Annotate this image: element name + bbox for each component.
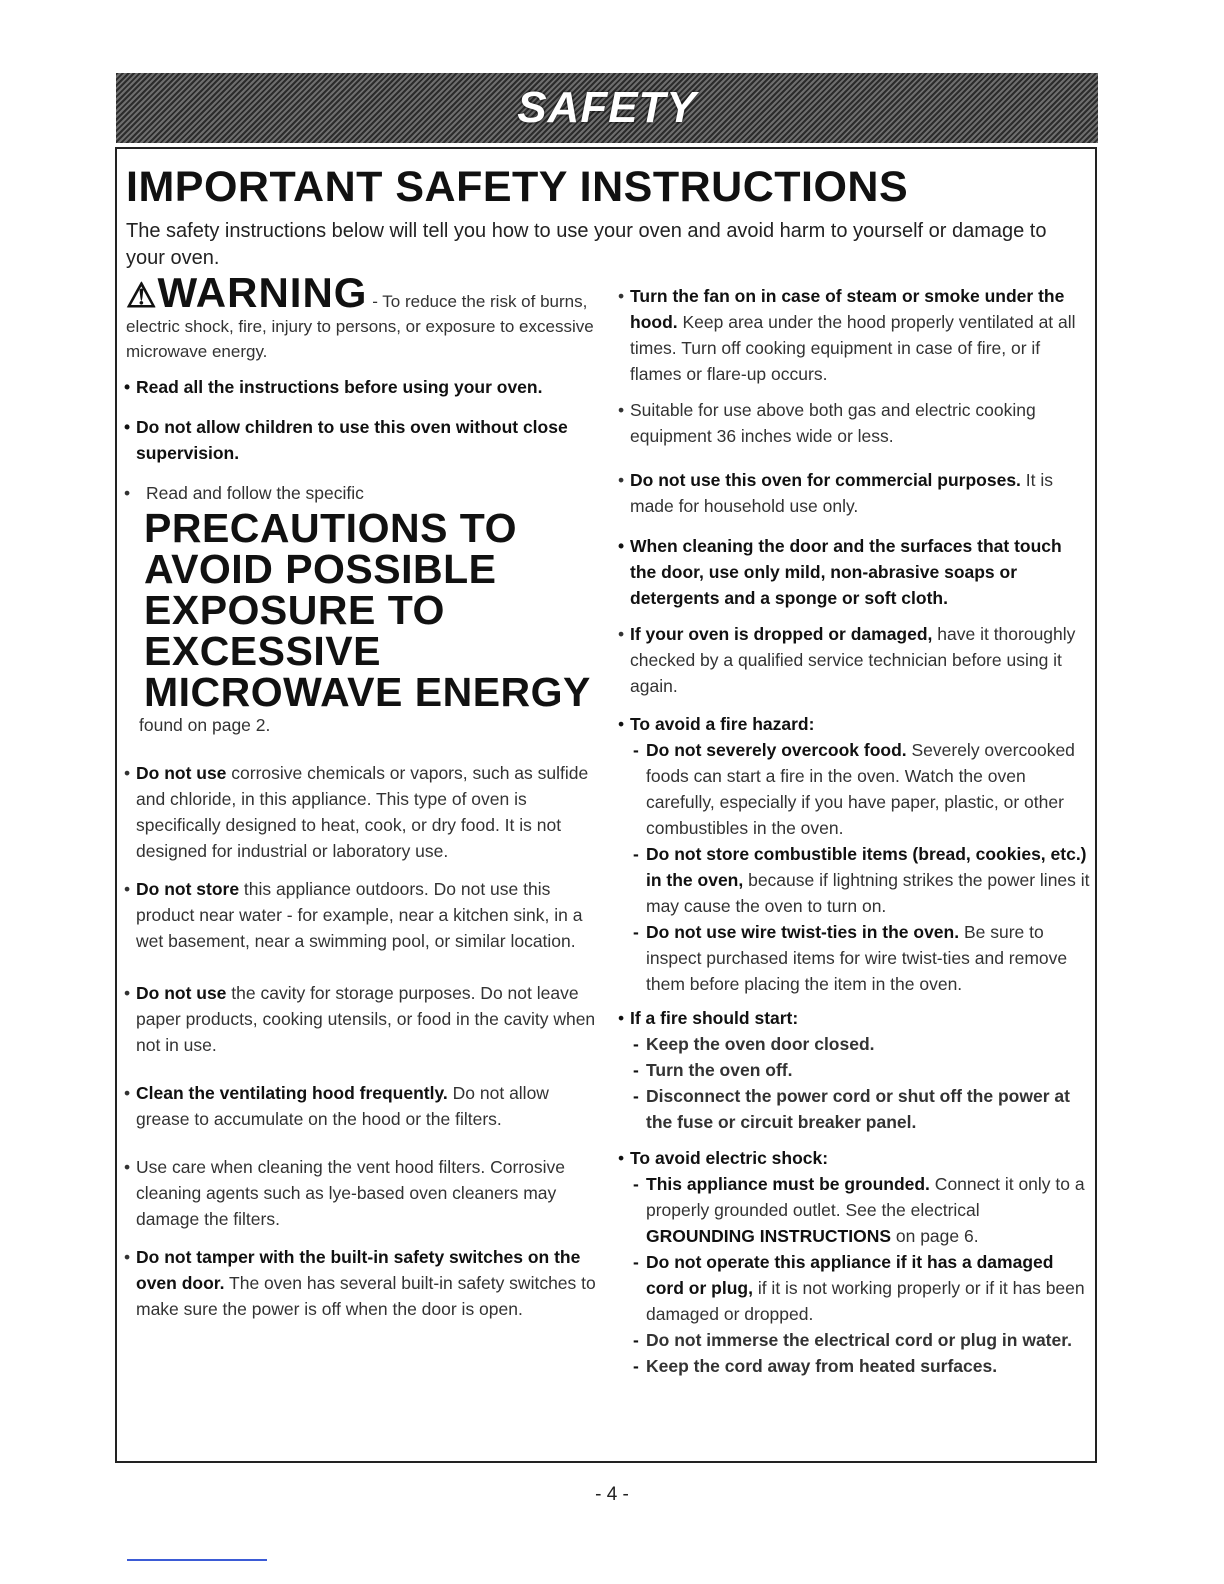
immerse-cord-item: - Do not immerse the electrical cord or plug in water.: [620, 1327, 1090, 1353]
precautions-line: AVOID POSSIBLE: [144, 546, 497, 592]
precautions-line: PRECAUTIONS TO: [144, 505, 517, 551]
clean-hood-item: • Clean the ventilating hood frequently. Do not allow grease to accumulate on the hood or the filters.: [126, 1080, 606, 1132]
keep-door-closed: - Keep the oven door closed.: [620, 1031, 1090, 1057]
warning-triangle-icon: ⚠: [126, 277, 158, 315]
warning-word: WARNING: [157, 269, 368, 316]
disconnect-power: - Disconnect the power cord or shut off the power at the fuse or circuit breaker panel.: [620, 1083, 1090, 1135]
twist-ties-item: - Do not use wire twist-ties in the oven. Be sure to inspect purchased items for wire twist-ties and remove them before placing the item in the oven.: [620, 919, 1090, 997]
page-number: - 4 -: [595, 1484, 629, 1505]
children-supervision: • Do not allow children to use this oven without close supervision.: [126, 414, 606, 466]
dropped-item: • If your oven is dropped or damaged, have it thoroughly checked by a qualified service technician before using it again.: [620, 621, 1090, 699]
tamper-switches-item: • Do not tamper with the built-in safety switches on the oven door. The oven has several built-in safety switches to make sure the power is off when the door is open.: [126, 1244, 606, 1322]
read-all-instructions: • Read all the instructions before using your oven.: [126, 374, 606, 400]
precautions-line: EXPOSURE TO: [144, 587, 445, 633]
precautions-line: EXCESSIVE: [144, 628, 381, 674]
damaged-cord-item: - Do not operate this appliance if it has a damaged cord or plug, if it is not working properly or if it has been damaged or dropped.: [620, 1249, 1090, 1327]
right-column: [620, 283, 1090, 1379]
suitable-item: • Suitable for use above both gas and electric cooking equipment 36 inches wide or less.: [620, 397, 1090, 449]
fan-item: • Turn the fan on in case of steam or smoke under the hood. Keep area under the hood properly ventilated at all times. Turn off cooking equipment in case of fire, or if flames or flare-up occurs.: [620, 283, 1090, 387]
intro-paragraph: The safety instructions below will tell you how to use your oven and avoid harm to yourself or damage to your oven.: [126, 220, 1047, 269]
keep-cord-item: - Keep the cord away from heated surfaces.: [620, 1353, 1090, 1379]
precautions-line: MICROWAVE ENERGY: [144, 669, 591, 715]
read-follow: • Read and follow the specific: [126, 480, 606, 506]
overcook-item: - Do not severely overcook food. Severely overcooked foods can start a fire in the oven. Watch the oven carefully, especially if you have paper, plastic, or other combustibles in the oven.: [620, 737, 1090, 841]
precautions-heading: [126, 505, 606, 715]
store-outdoors-item: • Do not store this appliance outdoors. Do not use this product near water - for example, near a kitchen sink, in a wet basement, near a swimming pool, or similar location.: [126, 876, 606, 954]
cavity-storage-item: • Do not use the cavity for storage purposes. Do not leave paper products, cooking utensils, or food in the cavity when not in use.: [126, 980, 606, 1058]
door-cleaning-item: • When cleaning the door and the surfaces that touch the door, use only mild, non-abrasive soaps or detergents and a sponge or soft cloth.: [620, 533, 1090, 611]
grounded-item: - This appliance must be grounded. Connect it only to a properly grounded outlet. See the electrical GROUNDING INSTRUCTIONS on page 6.: [620, 1171, 1090, 1249]
warning-text: - To reduce the risk of burns, electric shock, fire, injury to persons, or exposure to excessive microwave energy.: [126, 292, 594, 361]
footer-rule: [127, 1559, 267, 1561]
vent-filters-item: • Use care when cleaning the vent hood filters. Corrosive cleaning agents such as lye-based oven cleaners may damage the filters.: [126, 1154, 606, 1232]
fire-start-heading: • If a fire should start:: [620, 1005, 1090, 1031]
fire-hazard-heading: • To avoid a fire hazard:: [620, 711, 1090, 737]
left-column: [126, 269, 606, 1322]
page-title: IMPORTANT SAFETY INSTRUCTIONS: [126, 163, 909, 211]
banner-title: SAFETY: [517, 83, 697, 132]
combustible-item: - Do not store combustible items (bread, cookies, etc.) in the oven, because if lightning strikes the power lines it may cause the oven to turn on.: [620, 841, 1090, 919]
turn-oven-off: - Turn the oven off.: [620, 1057, 1090, 1083]
corrosive-chemicals-item: • Do not use corrosive chemicals or vapors, such as sulfide and chloride, in this appliance. This type of oven is specifically designed to heat, cook, or dry food. It is not designed for industrial or laboratory use.: [126, 760, 606, 864]
warning-block: [126, 269, 606, 364]
electric-shock-heading: • To avoid electric shock:: [620, 1145, 1090, 1171]
safety-banner: [116, 73, 1098, 143]
found-on-page: found on page 2.: [139, 715, 271, 735]
commercial-item: • Do not use this oven for commercial purposes. It is made for household use only.: [620, 467, 1090, 519]
